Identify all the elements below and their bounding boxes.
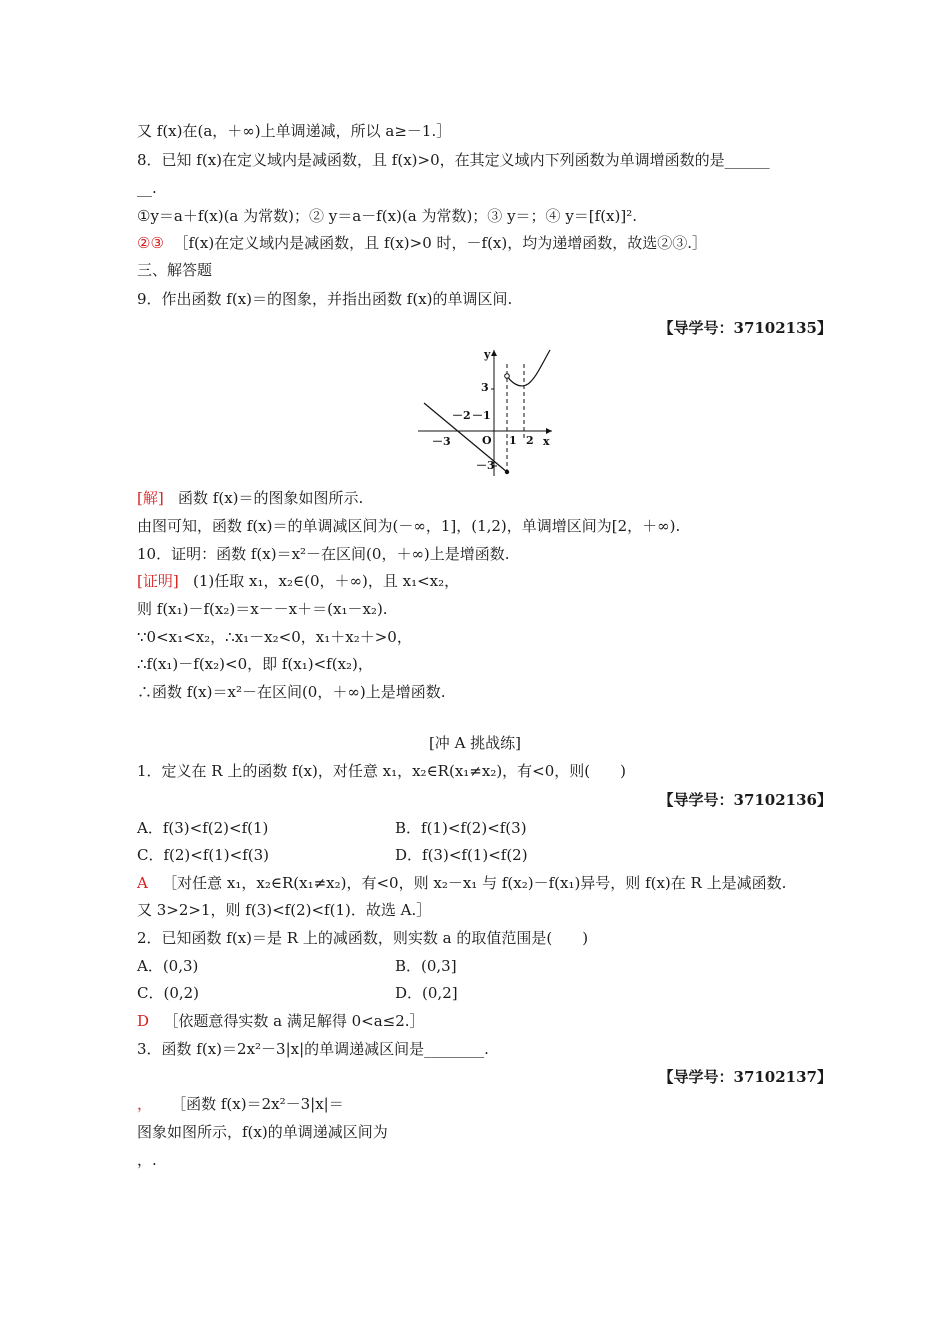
- text-line: ∴函数 f(x)＝x²－在区间(0，＋∞)上是增函数.: [137, 683, 446, 701]
- answer-tag: D: [137, 1012, 150, 1030]
- solution-9: [137, 488, 363, 508]
- tick-label: －3: [432, 435, 451, 448]
- question-9: 9．作出函数 f(x)＝的图象，并指出函数 f(x)的单调区间.: [137, 290, 513, 308]
- text-line: 又 f(x)在(a，＋∞)上单调递减，所以 a≥－1.］: [137, 122, 452, 140]
- answer-text: ［依题意得实数 a 满足解得 0<a≤2.］: [163, 1012, 425, 1030]
- answer-text: ［函数 f(x)＝2x²－3|x|＝: [171, 1095, 344, 1113]
- curve-branch: [507, 350, 550, 386]
- question-10: 10．证明：函数 f(x)＝x²－在区间(0，＋∞)上是增函数.: [137, 545, 510, 563]
- answer-3: [137, 1094, 344, 1114]
- option-c: C．f(2)<f(1)<f(3): [137, 846, 270, 864]
- origin-label: O: [482, 434, 492, 447]
- section-title: [冲 A 挑战练]: [428, 734, 522, 752]
- question-8-options: ①y＝a＋f(x)(a 为常数)；② y＝a－f(x)(a 为常数)；③ y＝；④ y＝[f(x)]².: [137, 207, 637, 225]
- question-8: 8．已知 f(x)在定义域内是减函数，且 f(x)>0，在其定义域内下列函数为单调增函数的是______: [137, 151, 770, 169]
- solution-tag: [解]: [137, 489, 164, 507]
- text-line: ∵0<x₁<x₂，∴x₁－x₂<0，x₁＋x₂＋>0，: [137, 628, 412, 646]
- solution-text: 函数 f(x)＝的图象如图所示.: [178, 489, 364, 507]
- open-endpoint: [505, 374, 510, 379]
- answer-tag: ②③: [137, 234, 164, 252]
- text-line: ，.: [137, 1151, 157, 1169]
- tick-label: －2: [452, 409, 471, 422]
- option-c: C．(0,2): [137, 984, 200, 1002]
- tick-label: 3: [481, 381, 489, 394]
- guide-number: 【导学号：37102135】: [658, 319, 832, 337]
- answer-8: [137, 233, 707, 253]
- option-a: A．(0,3): [137, 957, 199, 975]
- x-axis-label: x: [543, 435, 550, 448]
- challenge-question-3: 3．函数 f(x)＝2x²－3|x|的单调递减区间是________.: [137, 1040, 489, 1058]
- proof-10: [137, 571, 459, 591]
- y-arrow: [491, 350, 497, 356]
- text-line: 图象如图所示，f(x)的单调递减区间为: [137, 1123, 388, 1141]
- text-line: 由图可知，函数 f(x)＝的单调减区间为(－∞，1]，(1,2)，单调增区间为[2，＋∞).: [137, 517, 681, 535]
- option-a: A．f(3)<f(2)<f(1): [137, 819, 269, 837]
- tick-label: 2: [526, 434, 534, 447]
- answer-text: ［对任意 x₁，x₂∈R(x₁≠x₂)，有<0，则 x₂－x₁ 与 f(x₂)－f(x₁)异号，则 f(x)在 R 上是减函数.: [162, 874, 787, 892]
- option-row: [137, 818, 268, 838]
- answer-tag: ，: [137, 1095, 153, 1113]
- section-heading: 三、解答题: [137, 261, 213, 279]
- answer-text: ［f(x)在定义域内是减函数，且 f(x)>0 时，－f(x)，均为递增函数，故选②③.］: [173, 234, 708, 252]
- tick-label: －1: [472, 409, 491, 422]
- proof-tag: [证明]: [137, 572, 179, 590]
- closed-endpoint: [505, 470, 509, 474]
- guide-number: 【导学号：37102137】: [658, 1068, 832, 1086]
- tick-label: －3: [476, 459, 495, 472]
- answer-1: [137, 873, 786, 893]
- guide-number: 【导学号：37102136】: [658, 791, 832, 809]
- answer-tag: A: [137, 874, 148, 892]
- function-graph: [414, 346, 564, 478]
- text-line: __.: [137, 179, 157, 197]
- challenge-question-1: 1．定义在 R 上的函数 f(x)，对任意 x₁，x₂∈R(x₁≠x₂)，有<0，则( ): [137, 762, 627, 780]
- y-axis-label: y: [484, 348, 491, 361]
- proof-text: (1)任取 x₁，x₂∈(0，＋∞)，且 x₁<x₂，: [193, 572, 460, 590]
- answer-2: [137, 1011, 425, 1031]
- challenge-question-2: 2．已知函数 f(x)＝是 R 上的减函数，则实数 a 的取值范围是( ): [137, 929, 589, 947]
- x-arrow: [546, 428, 552, 434]
- option-b: B．f(1)<f(2)<f(3): [395, 819, 527, 837]
- option-d: D．(0,2]: [395, 984, 458, 1002]
- text-line: 则 f(x₁)－f(x₂)＝x－－x＋＝(x₁－x₂).: [137, 600, 388, 618]
- text-line: 又 3>2>1，则 f(3)<f(2)<f(1)．故选 A.］: [137, 901, 432, 919]
- option-b: B．(0,3]: [395, 957, 457, 975]
- tick-label: 1: [509, 434, 517, 447]
- text-line: ∴f(x₁)－f(x₂)<0，即 f(x₁)<f(x₂)，: [137, 655, 373, 673]
- option-d: D．f(3)<f(1)<f(2): [395, 846, 528, 864]
